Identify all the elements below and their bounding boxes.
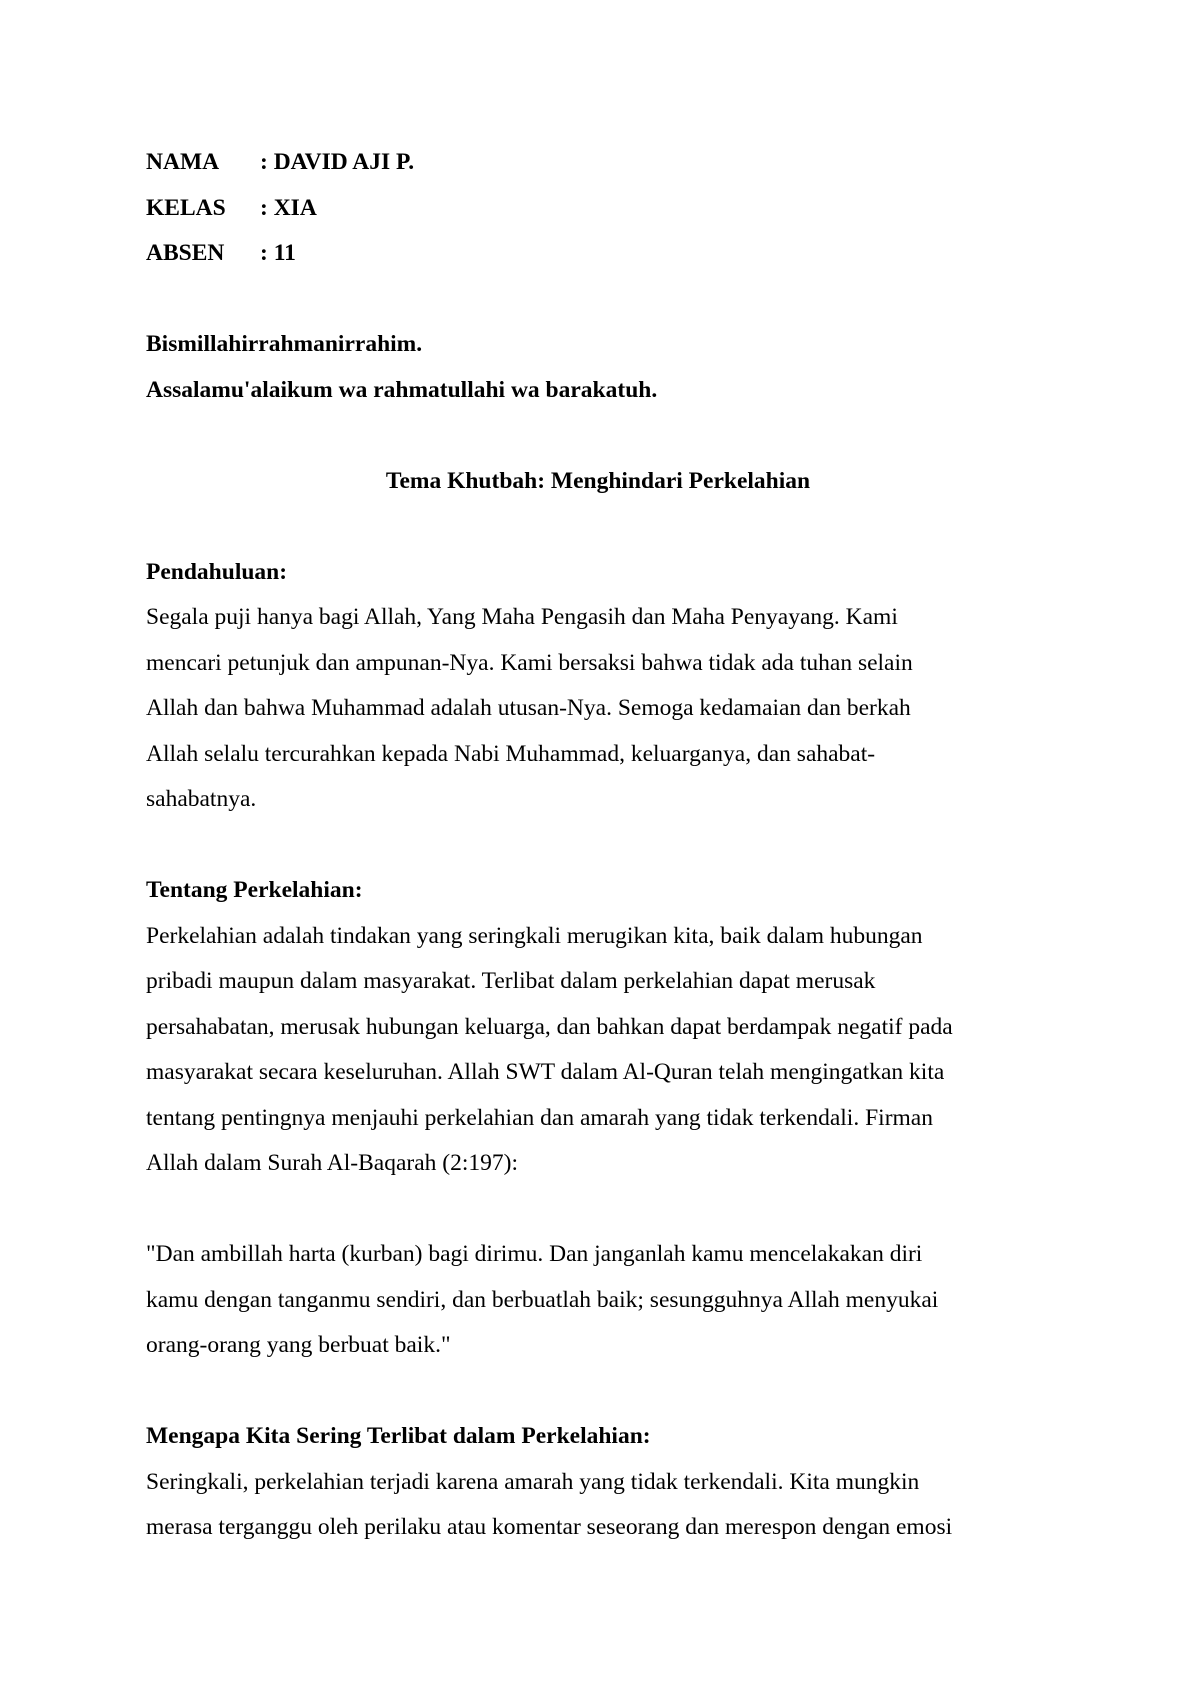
- paragraph-line: pribadi maupun dalam masyarakat. Terlibat dalam perkelahian dapat merusak: [146, 968, 876, 994]
- paragraph-line: Allah dalam Surah Al-Baqarah (2:197):: [146, 1150, 518, 1176]
- spacer: [146, 823, 1056, 869]
- header-row-kelas: [146, 186, 1056, 232]
- greeting-basmalah: Bismillahirrahmanirrahim.: [146, 331, 423, 357]
- sermon-theme-title: Tema Khutbah: Menghindari Perkelahian: [385, 467, 811, 494]
- section-heading-why: Mengapa Kita Sering Terlibat dalam Perkelahian:: [146, 1423, 651, 1449]
- spacer: [146, 504, 1056, 550]
- paragraph-line: mencari petunjuk dan ampunan-Nya. Kami bersaksi bahwa tidak ada tuhan selain: [146, 649, 913, 676]
- paragraph-line: persahabatan, merusak hubungan keluarga, dan bahkan dapat berdampak negatif pada: [146, 1013, 953, 1040]
- paragraph-line: sahabatnya.: [146, 786, 257, 812]
- quote-line: "Dan ambillah harta (kurban) bagi dirimu. Dan janganlah kamu mencelakakan diri: [146, 1241, 923, 1267]
- header-label: KELAS: [146, 194, 226, 221]
- paragraph-line: Allah selalu tercurahkan kepada Nabi Muhammad, keluarganya, dan sahabat-: [146, 740, 876, 767]
- section-heading-intro: Pendahuluan:: [146, 558, 288, 585]
- quote-line: orang-orang yang berbuat baik.": [146, 1332, 451, 1358]
- header-row-absen: [146, 231, 1056, 277]
- header-value: : DAVID AJI P.: [260, 149, 415, 175]
- paragraph-line: merasa terganggu oleh perilaku atau komentar seseorang dan merespon dengan emosi: [146, 1514, 953, 1540]
- header-label: NAMA: [146, 149, 220, 175]
- spacer: [146, 1187, 1056, 1233]
- spacer: [146, 413, 1056, 459]
- greeting-salam: Assalamu'alaikum wa rahmatullahi wa barakatuh.: [146, 376, 658, 403]
- section-heading-about: Tentang Perkelahian:: [146, 877, 363, 903]
- spacer: [146, 1369, 1056, 1415]
- quote-line: kamu dengan tanganmu sendiri, dan berbuatlah baik; sesungguhnya Allah menyukai: [146, 1286, 939, 1313]
- paragraph-line: masyarakat secara keseluruhan. Allah SWT dalam Al-Quran telah mengingatkan kita: [146, 1059, 945, 1085]
- paragraph-line: tentang pentingnya menjauhi perkelahian dan amarah yang tidak terkendali. Firman: [146, 1104, 933, 1131]
- paragraph-line: Perkelahian adalah tindakan yang seringkali merugikan kita, baik dalam hubungan: [146, 922, 923, 949]
- header-value: : 11: [260, 240, 296, 266]
- paragraph-line: Seringkali, perkelahian terjadi karena amarah yang tidak terkendali. Kita mungkin: [146, 1468, 920, 1495]
- header-value: : XIA: [260, 194, 317, 221]
- paragraph-line: Segala puji hanya bagi Allah, Yang Maha Pengasih dan Maha Penyayang. Kami: [146, 604, 898, 630]
- paragraph-line: Allah dan bahwa Muhammad adalah utusan-Nya. Semoga kedamaian dan berkah: [146, 695, 911, 721]
- header-row-nama: [146, 140, 1056, 186]
- header-label: ABSEN: [146, 240, 225, 266]
- spacer: [146, 277, 1056, 323]
- document-body: [146, 140, 1056, 1551]
